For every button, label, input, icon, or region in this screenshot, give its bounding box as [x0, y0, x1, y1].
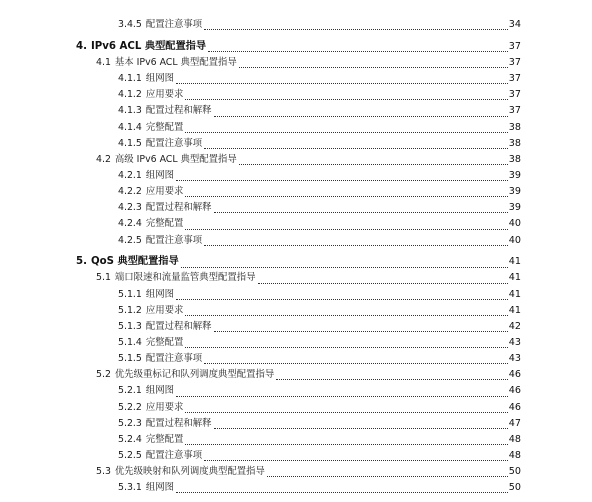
toc-entry-line: [118, 432, 521, 448]
toc-entry-page-number: 38: [508, 153, 521, 165]
toc-entry-number: 5.3.1: [118, 482, 142, 494]
toc-entry[interactable]: [0, 216, 592, 232]
dot-leader: [176, 396, 508, 397]
toc-entry[interactable]: [0, 287, 592, 303]
toc-entry-page-number: 37: [508, 56, 521, 68]
toc-entry-title: 组网图: [145, 73, 174, 85]
toc-entry-line: [118, 168, 521, 184]
toc-entry[interactable]: [0, 200, 592, 216]
toc-entry[interactable]: [0, 103, 592, 119]
toc-entry-line: [118, 287, 521, 303]
toc-entry[interactable]: [0, 303, 592, 319]
toc-entry-title: IPv6 ACL 典型配置指导: [90, 40, 207, 52]
toc-entry-line: [118, 400, 521, 416]
dot-leader: [258, 283, 508, 284]
toc-entry-line: [118, 87, 521, 103]
dot-leader: [204, 245, 508, 246]
toc-entry-title: 组网图: [145, 482, 174, 494]
toc-entry-page-number: 37: [508, 40, 521, 52]
toc-entry-number: 5.1.4: [118, 337, 142, 349]
toc-entry[interactable]: [0, 136, 592, 152]
toc-entry-page-number: 42: [508, 320, 521, 332]
dot-leader: [214, 331, 508, 332]
toc-entry[interactable]: [0, 464, 592, 480]
toc-entry-title: 应用要求: [145, 89, 184, 101]
toc-entry-line: [118, 303, 521, 319]
toc-entry-line: [118, 480, 521, 496]
dot-leader: [185, 347, 507, 348]
toc-entry[interactable]: [0, 270, 592, 286]
toc-entry-page-number: 41: [508, 256, 521, 268]
dot-leader: [267, 476, 508, 477]
toc-entry-page-number: 34: [508, 19, 521, 30]
toc-entry-line: [118, 416, 521, 432]
dot-leader: [239, 67, 508, 68]
dot-leader: [214, 428, 508, 429]
toc-entry-title: QoS 典型配置指导: [90, 256, 179, 268]
toc-entry-page-number: 43: [508, 337, 521, 349]
toc-entry-line: [118, 103, 521, 119]
toc-entry-title: 优先级重标记和队列调度典型配置指导: [114, 369, 275, 381]
toc-entry-line: [118, 233, 521, 249]
toc-entry-line: [96, 270, 521, 286]
toc-entry-page-number: 41: [508, 272, 521, 284]
toc-entry-page-number: 38: [508, 137, 521, 149]
toc-entry[interactable]: [0, 351, 592, 367]
toc-entry-title: 配置注意事项: [145, 234, 203, 246]
toc-entry-number: 4.2.4: [118, 218, 142, 230]
toc-entry-page-number: 47: [508, 417, 521, 429]
toc-entry-title: 配置过程和解释: [145, 202, 212, 214]
toc-entry-number: 5.2.1: [118, 385, 142, 397]
toc-entry-number: 4.1.3: [118, 105, 142, 117]
toc-entry-page-number: 39: [508, 186, 521, 198]
toc-entry-page-number: 50: [508, 482, 521, 494]
toc-entry-line: [118, 319, 521, 335]
dot-leader: [185, 229, 507, 230]
toc-entry[interactable]: [0, 233, 592, 249]
toc-entry-page-number: 41: [508, 288, 521, 300]
toc-entry-number: 5.2.2: [118, 401, 142, 413]
toc-entry-number: 4.2.3: [118, 202, 142, 214]
toc-entry[interactable]: [0, 254, 592, 270]
toc-entry-title: 组网图: [145, 288, 174, 300]
toc-entry[interactable]: [0, 87, 592, 103]
toc-entry-number: 4.2.1: [118, 169, 142, 181]
toc-entry-line: [118, 216, 521, 232]
toc-entry-page-number: 39: [508, 169, 521, 181]
toc-entry-line: [118, 335, 521, 351]
toc-entry[interactable]: [0, 71, 592, 87]
toc-entry-page-number: 37: [508, 89, 521, 101]
toc-entry[interactable]: [0, 17, 592, 33]
dot-leader: [239, 164, 508, 165]
toc-entry-title: 完整配置: [145, 218, 184, 230]
toc-entry-line: [76, 39, 521, 55]
toc-entry-title: 应用要求: [145, 186, 184, 198]
dot-leader: [204, 460, 508, 461]
toc-entry-line: [118, 184, 521, 200]
toc-entry-line: [118, 136, 521, 152]
toc-entry-title: 完整配置: [145, 433, 184, 445]
dot-leader: [214, 212, 508, 213]
toc-entry[interactable]: [0, 152, 592, 168]
toc-entry-line: [118, 448, 521, 464]
toc-entry-number: 5.1.2: [118, 304, 142, 316]
toc-entry[interactable]: [0, 335, 592, 351]
dot-leader: [185, 315, 507, 316]
toc-entry-page-number: 40: [508, 234, 521, 246]
toc-entry-title: 基本 IPv6 ACL 典型配置指导: [114, 56, 237, 68]
toc-entry-line: [118, 200, 521, 216]
dot-leader: [176, 83, 508, 84]
toc-entry-title: 配置过程和解释: [145, 105, 212, 117]
toc-entry-title: 应用要求: [145, 401, 184, 413]
toc-entry-number: 5.1.5: [118, 353, 142, 365]
toc-entry-title: 端口限速和流量监管典型配置指导: [114, 272, 256, 284]
dot-leader: [185, 412, 507, 413]
toc-entry-page-number: 43: [508, 353, 521, 365]
toc-entry-number: 4.1.4: [118, 121, 142, 133]
dot-leader: [185, 444, 507, 445]
toc-entry-title: 配置注意事项: [145, 19, 203, 30]
toc-entry-number: 5.3: [96, 466, 111, 478]
toc-entry-line: [96, 367, 521, 383]
dot-leader: [214, 116, 508, 117]
toc-entry-line: [118, 71, 521, 87]
dot-leader: [185, 132, 507, 133]
toc-entry-page-number: 50: [508, 466, 521, 478]
dot-leader: [176, 180, 508, 181]
toc-entry[interactable]: [0, 480, 592, 496]
toc-entry-line: [118, 17, 521, 33]
dot-leader: [185, 196, 507, 197]
table-of-contents: [0, 17, 592, 496]
toc-entry-page-number: 37: [508, 105, 521, 117]
toc-entry-number: 5.: [76, 256, 87, 268]
toc-entry-title: 高级 IPv6 ACL 典型配置指导: [114, 153, 237, 165]
toc-entry-line: [96, 464, 521, 480]
toc-entry[interactable]: [0, 448, 592, 464]
dot-leader: [204, 148, 508, 149]
toc-entry-page-number: 46: [508, 401, 521, 413]
dot-leader: [208, 51, 508, 52]
toc-entry-title: 完整配置: [145, 121, 184, 133]
toc-entry-number: 4.: [76, 40, 87, 52]
dot-leader: [204, 363, 508, 364]
toc-entry-number: 5.2: [96, 369, 111, 381]
dot-leader: [181, 267, 508, 268]
toc-entry-number: 4.2.5: [118, 234, 142, 246]
toc-entry-number: 4.1.2: [118, 89, 142, 101]
toc-entry-page-number: 37: [508, 73, 521, 85]
toc-entry[interactable]: [0, 383, 592, 399]
toc-entry-number: 4.2.2: [118, 186, 142, 198]
toc-entry[interactable]: [0, 55, 592, 71]
toc-entry-line: [118, 383, 521, 399]
toc-entry-title: 优先级映射和队列调度典型配置指导: [114, 466, 265, 478]
toc-entry-page-number: 38: [508, 121, 521, 133]
toc-entry-title: 组网图: [145, 169, 174, 181]
toc-entry-page-number: 48: [508, 433, 521, 445]
toc-entry[interactable]: [0, 432, 592, 448]
dot-leader: [185, 99, 507, 100]
dot-leader: [204, 29, 508, 30]
toc-entry-title: 配置注意事项: [145, 450, 203, 462]
toc-entry-number: 4.1.1: [118, 73, 142, 85]
toc-entry-number: 4.2: [96, 153, 111, 165]
toc-entry-line: [118, 351, 521, 367]
toc-entry-page-number: 46: [508, 369, 521, 381]
toc-entry-page-number: 41: [508, 304, 521, 316]
toc-entry-page-number: 39: [508, 202, 521, 214]
toc-entry-number: 4.1: [96, 56, 111, 68]
toc-entry-page-number: 48: [508, 450, 521, 462]
toc-entry-title: 配置注意事项: [145, 353, 203, 365]
toc-entry-page-number: 40: [508, 218, 521, 230]
toc-entry[interactable]: [0, 367, 592, 383]
toc-entry-title: 配置过程和解释: [145, 320, 212, 332]
toc-entry-title: 组网图: [145, 385, 174, 397]
toc-entry[interactable]: [0, 120, 592, 136]
toc-entry[interactable]: [0, 400, 592, 416]
dot-leader: [176, 299, 508, 300]
toc-entry-title: 配置过程和解释: [145, 417, 212, 429]
toc-entry[interactable]: [0, 416, 592, 432]
toc-entry[interactable]: [0, 168, 592, 184]
toc-entry-line: [76, 254, 521, 270]
toc-entry-title: 完整配置: [145, 337, 184, 349]
toc-entry-title: 应用要求: [145, 304, 184, 316]
toc-entry-number: 5.2.5: [118, 450, 142, 462]
toc-entry[interactable]: [0, 184, 592, 200]
toc-entry-page-number: 46: [508, 385, 521, 397]
toc-entry[interactable]: [0, 319, 592, 335]
toc-entry[interactable]: [0, 39, 592, 55]
toc-entry-number: 4.1.5: [118, 137, 142, 149]
toc-entry-number: 3.4.5: [118, 19, 142, 30]
dot-leader: [276, 379, 507, 380]
toc-entry-title: 配置注意事项: [145, 137, 203, 149]
toc-entry-number: 5.1: [96, 272, 111, 284]
toc-entry-number: 5.2.3: [118, 417, 142, 429]
toc-entry-number: 5.2.4: [118, 433, 142, 445]
toc-entry-number: 5.1.1: [118, 288, 142, 300]
toc-entry-number: 5.1.3: [118, 320, 142, 332]
toc-entry-line: [118, 120, 521, 136]
toc-entry-line: [96, 55, 521, 71]
toc-entry-line: [96, 152, 521, 168]
dot-leader: [176, 492, 508, 493]
